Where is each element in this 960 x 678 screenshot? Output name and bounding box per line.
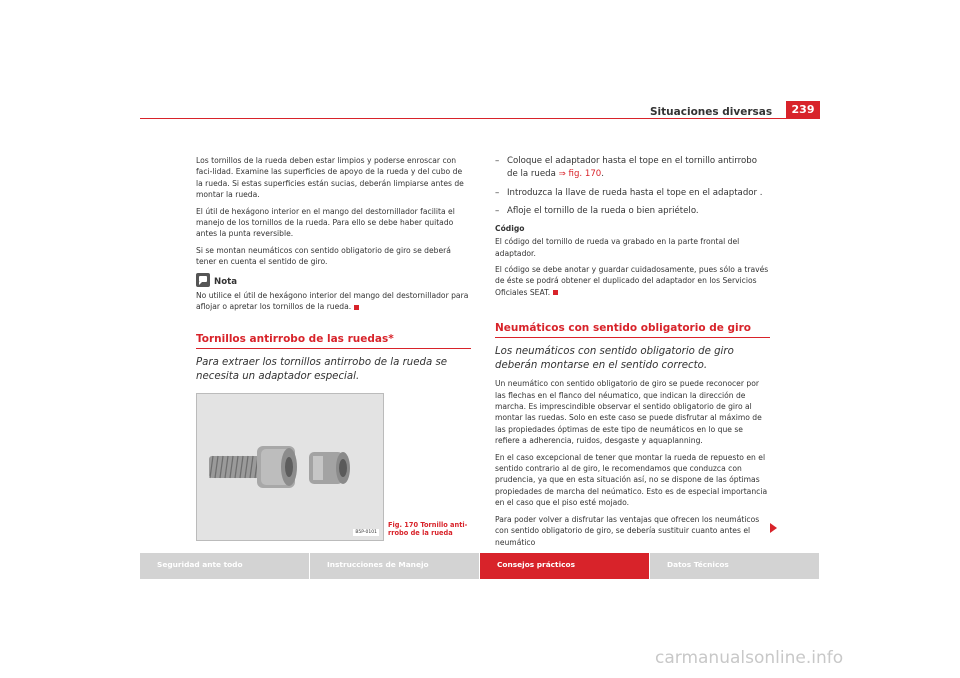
step-text: Afloje el tornillo de la rueda o bien apriételo.: [507, 206, 699, 217]
bolt-thread: [209, 456, 263, 478]
tab-consejos[interactable]: Consejos prácticos: [480, 553, 650, 579]
paragraph: Los tornillos de la rueda deben estar limpios y poderse enroscar con faci-lidad. Examine las superficies de apoyo de la rueda y del cubo de la rueda. Si estas superficies están sucias, deberán limpiarse antes de montar la rueda.: [196, 156, 464, 200]
section-title-neumaticos: Neumáticos con sentido obligatorio de giro: [495, 322, 770, 338]
list-item: [495, 205, 770, 218]
end-of-section-marker: [354, 305, 359, 310]
watermark: carmanualsonline.info: [655, 648, 844, 668]
tab-seguridad[interactable]: Seguridad ante todo: [140, 553, 310, 579]
tab-datos-tecnicos[interactable]: Datos Técnicos: [650, 553, 820, 579]
header-rule: [140, 118, 820, 119]
bolt-head: [257, 446, 297, 488]
codigo-heading: Código: [495, 224, 525, 234]
note-icon: [196, 273, 210, 287]
paragraph: En el caso excepcional de tener que montar la rueda de repuesto en el sentido contrario al de giro, le recomendamos que conduzca con prudencia, ya que en esta situación así, no se dispone de las óptimas propiedades de marcha del neúmatico. Esto es de especial importancia en el caso que el piso esté mojado.: [495, 452, 768, 508]
step-text: Coloque el adaptador hasta el tope en el tornillo antirrobo de la rueda: [507, 156, 757, 179]
list-item: [495, 155, 770, 181]
paragraph: Para poder volver a disfrutar las ventajas que ofrecen los neumáticos con sentido obligatorio de giro, se debería sustituir cuanto antes el neumático: [495, 514, 760, 547]
list-dash: –: [495, 156, 500, 166]
end-of-section-marker: [553, 290, 558, 295]
figure-code: B5P-0101: [355, 530, 377, 535]
footer-navigation: [140, 553, 820, 579]
step-tail: .: [601, 168, 604, 179]
paragraph: Si se montan neumáticos con sentido obligatorio de giro se deberá tener en cuenta el sentido de giro.: [196, 245, 451, 267]
continue-arrow-icon[interactable]: [770, 523, 777, 533]
paragraph: Un neumático con sentido obligatorio de giro se puede reconocer por las flechas en el flanco del néumatico, que indican la dirección de marcha. Es imprescindible observar el sentido obligatorio de giro al montar las ruedas. Solo en este caso se puede disfrutar al máximo de las propiedades óptimas de este tipo de neumáticos en lo que se refiere a adherencia, ruidos, desgaste y aquaplanning.: [495, 379, 762, 446]
page-header-title: Situaciones diversas: [650, 106, 773, 118]
figure-reference-link[interactable]: ⇒ fig. 170: [558, 168, 602, 179]
section-subtitle-neumaticos: Los neumáticos con sentido obligatorio de giro deberán montarse en el sentido correcto.: [495, 346, 734, 371]
list-dash: –: [495, 187, 500, 198]
left-column: [196, 155, 471, 383]
adapter: [309, 452, 350, 484]
note-text: No utilice el útil de hexágono interior del mango del destornillador para aflojar o apretar los tornillos de la rueda.: [196, 290, 469, 312]
section-title-antirrobo: Tornillos antirrobo de las ruedas*: [196, 333, 471, 349]
note-label: Nota: [214, 276, 238, 287]
list-dash: –: [495, 206, 500, 217]
paragraph-block: [495, 264, 770, 298]
tab-instrucciones[interactable]: Instrucciones de Manejo: [310, 553, 480, 579]
section-subtitle-antirrobo: Para extraer los tornillos antirrobo de la rueda se necesita un adaptador especial.: [196, 357, 448, 382]
instruction-steps: [495, 155, 770, 218]
step-text: Introduzca la llave de rueda hasta el tope en el adaptador .: [507, 187, 763, 198]
list-item: [495, 187, 770, 200]
paragraph: El útil de hexágono interior en el mango del destornillador facilita el manejo de los tornillos de la rueda. Para ello se debe haber quitado antes la punta reversible.: [196, 206, 455, 239]
right-column: [495, 155, 770, 553]
figure-caption: Fig. 170 Tornillo anti-rrobo de la rueda: [388, 521, 468, 538]
figure-170-image: [196, 393, 384, 541]
note-heading: [196, 273, 471, 287]
page-number: 239: [786, 101, 820, 118]
paragraph: El código se debe anotar y guardar cuidadosamente, pues sólo a través de éste se podrá obtener el duplicado del adaptador en los Servicios Oficiales SEAT.: [495, 265, 769, 297]
paragraph: El código del tornillo de rueda va grabado en la parte frontal del adaptador.: [495, 237, 740, 258]
note-text-block: [196, 290, 471, 313]
anti-theft-bolt-illustration: [197, 394, 383, 540]
